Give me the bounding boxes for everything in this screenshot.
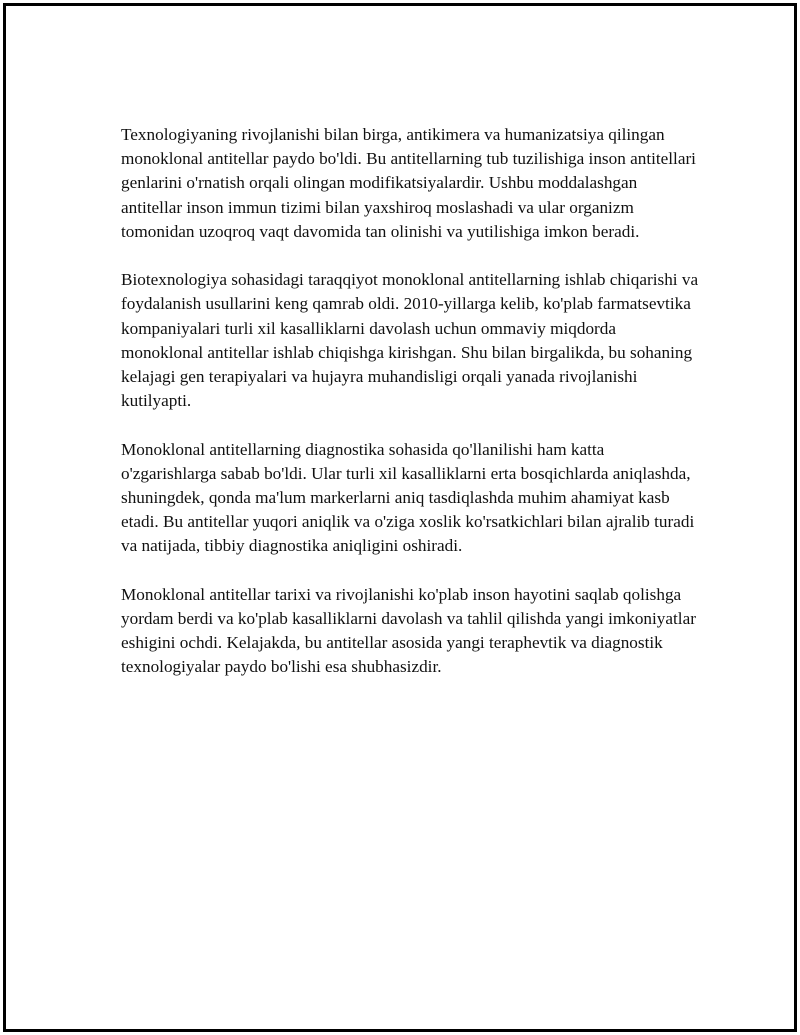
paragraph-4: Monoklonal antitellar tarixi va rivojlanishi ko'plab inson hayotini saqlab qolishga yordam berdi va ko'plab kasalliklarni davolash va tahlil qilishda yangi imkoniyatlar eshigini ochdi. Kelajakda, bu antitellar asosida yangi teraphevtik va diagnostik texnologiyalar paydo bo'lishi esa shubhasizdir. (121, 584, 696, 677)
paragraph-3: Monoklonal antitellarning diagnostika sohasida qo'llanilishi ham katta o'zgarishlarga sabab bo'ldi. Ular turli xil kasalliklarni erta bosqichlarda aniqlashda, shuningdek, qonda ma'lum markerlarni aniq tasdiqlashda muhim ahamiyat kasb etadi. Bu antitellar yuqori aniqlik va o'ziga xoslik ko'rsatkichlari bilan ajralib turadi va natijada, tibbiy diagnostika aniqligini oshiradi. (121, 439, 695, 556)
document-body (121, 123, 701, 704)
paragraph-2: Biotexnologiya sohasidagi taraqqiyot monoklonal antitellarning ishlab chiqarishi va foydalanish usullarini keng qamrab oldi. 2010-yillarga kelib, ko'plab farmatsevtika kompaniyalari turli xil kasalliklarni davolash uchun ommaviy miqdorda monoklonal antitellar ishlab chiqishga kirishgan. Shu bilan birgalikda, bu sohaning kelajagi gen terapiyalari va hujayra muhandisligi orqali yanada rivojlanishi kutilyapti. (121, 270, 699, 411)
paragraph-1: Texnologiyaning rivojlanishi bilan birga, antikimera va humanizatsiya qilingan monoklonal antitellar paydo bo'ldi. Bu antitellarning tub tuzilishiga inson antitellari genlarini o'rnatish orqali olingan modifikatsiyalardir. Ushbu moddalashgan antitellar inson immun tizimi bilan yaxshiroq moslashadi va ular organizm tomonidan uzoqroq vaqt davomida tan olinishi va yutilishiga imkon beradi. (121, 125, 696, 241)
page-frame (3, 3, 797, 1032)
